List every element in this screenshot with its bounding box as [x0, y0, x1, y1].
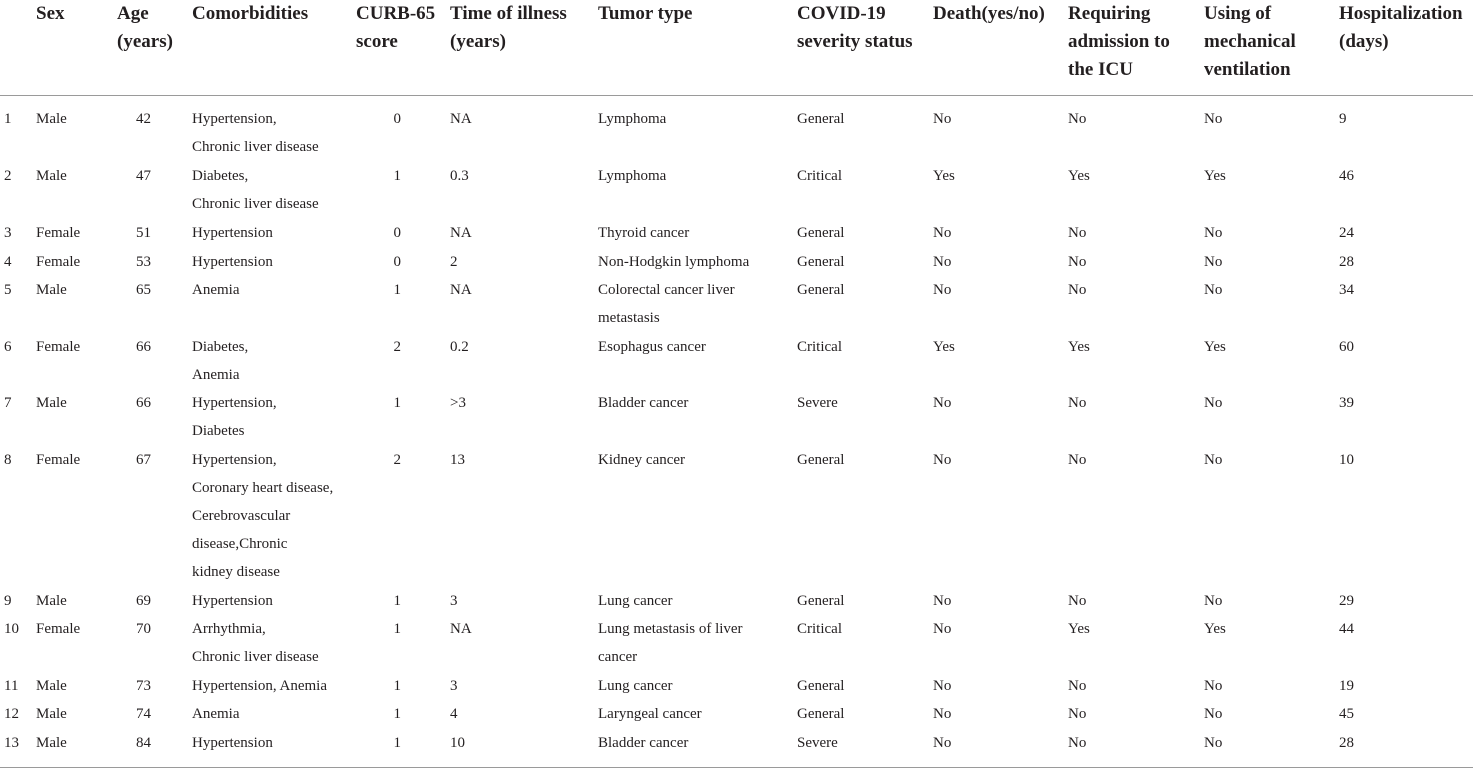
cell-comorbidities: Hypertension, Diabetes: [192, 395, 277, 439]
cell-death: Yes: [933, 339, 955, 355]
cell-sex: Male: [36, 735, 67, 751]
cell-tumor-type: Colorectal cancer liver metastasis: [598, 282, 735, 326]
cell-tumor-type: Lung cancer: [598, 678, 673, 694]
cell-curb65: 1: [393, 735, 401, 751]
cell-curb65: 1: [393, 621, 401, 637]
header-icu: Requiring admission to the ICU: [1068, 3, 1170, 80]
cell-age: 51: [136, 225, 151, 241]
cell-icu: No: [1068, 254, 1087, 270]
cell-age: 69: [136, 593, 151, 609]
cell-time-of-illness: 0.3: [450, 168, 469, 184]
cell-age: 74: [136, 706, 151, 722]
cell-death: No: [933, 621, 952, 637]
cell-icu: No: [1068, 706, 1087, 722]
cell-hospitalization: 60: [1339, 339, 1354, 355]
cell-death: No: [933, 225, 952, 241]
cell-age: 67: [136, 452, 151, 468]
cell-curb65: 0: [393, 225, 401, 241]
cell-time-of-illness: NA: [450, 111, 472, 127]
cell-tumor-type: Thyroid cancer: [598, 225, 690, 241]
header-death: Death(yes/no): [933, 3, 1045, 24]
cell-no: 2: [4, 168, 12, 184]
cell-sex: Male: [36, 168, 67, 184]
cell-ventilation: Yes: [1204, 168, 1226, 184]
cell-comorbidities: Hypertension: [192, 225, 273, 241]
cell-tumor-type: Lung metastasis of liver cancer: [598, 621, 743, 665]
cell-hospitalization: 39: [1339, 395, 1354, 411]
cell-ventilation: No: [1204, 254, 1223, 270]
cell-icu: No: [1068, 111, 1087, 127]
cell-severity: General: [797, 282, 845, 298]
cell-severity: Critical: [797, 621, 842, 637]
cell-no: 7: [4, 395, 12, 411]
header-hospitalization: Hospitalization (days): [1339, 3, 1463, 52]
header-curb65: CURB-65 score: [356, 3, 436, 52]
cell-sex: Male: [36, 395, 67, 411]
cell-hospitalization: 28: [1339, 254, 1354, 270]
cell-age: 65: [136, 282, 151, 298]
cell-curb65: 2: [393, 452, 401, 468]
cell-ventilation: No: [1204, 735, 1223, 751]
cell-no: 5: [4, 282, 12, 298]
cell-age: 53: [136, 254, 151, 270]
cell-age: 66: [136, 339, 151, 355]
cell-hospitalization: 29: [1339, 593, 1354, 609]
cell-tumor-type: Lymphoma: [598, 111, 667, 127]
cell-tumor-type: Laryngeal cancer: [598, 706, 702, 722]
cell-severity: Critical: [797, 339, 842, 355]
cell-no: 11: [4, 678, 19, 694]
cell-icu: Yes: [1068, 621, 1090, 637]
cell-age: 73: [136, 678, 151, 694]
cell-comorbidities: Hypertension, Coronary heart disease, Cerebrovascular disease,Chronic kidney disease: [192, 452, 334, 580]
cell-severity: Severe: [797, 735, 838, 751]
cell-severity: General: [797, 706, 845, 722]
cell-death: No: [933, 452, 952, 468]
cell-severity: General: [797, 225, 845, 241]
cell-no: 12: [4, 706, 19, 722]
cell-comorbidities: Diabetes, Anemia: [192, 339, 249, 383]
cell-ventilation: Yes: [1204, 621, 1226, 637]
cell-sex: Male: [36, 706, 67, 722]
cell-ventilation: No: [1204, 225, 1223, 241]
cell-death: No: [933, 282, 952, 298]
cell-time-of-illness: 3: [450, 678, 458, 694]
cell-time-of-illness: NA: [450, 282, 472, 298]
cell-comorbidities: Hypertension: [192, 593, 273, 609]
cell-death: No: [933, 254, 952, 270]
cell-hospitalization: 19: [1339, 678, 1354, 694]
cell-sex: Female: [36, 225, 81, 241]
cell-age: 66: [136, 395, 151, 411]
cell-icu: Yes: [1068, 339, 1090, 355]
header-severity: COVID-19 severity status: [797, 3, 913, 52]
cell-death: No: [933, 593, 952, 609]
cell-tumor-type: Bladder cancer: [598, 395, 689, 411]
cell-severity: General: [797, 593, 845, 609]
header-time-of-illness: Time of illness (years): [450, 3, 567, 52]
header-sex: Sex: [36, 3, 65, 24]
cell-time-of-illness: NA: [450, 225, 472, 241]
cell-tumor-type: Bladder cancer: [598, 735, 689, 751]
cell-hospitalization: 28: [1339, 735, 1354, 751]
cell-death: No: [933, 706, 952, 722]
cell-comorbidities: Anemia: [192, 282, 240, 298]
cell-hospitalization: 34: [1339, 282, 1354, 298]
cell-severity: General: [797, 678, 845, 694]
cell-icu: No: [1068, 593, 1087, 609]
header-ventilation: Using of mechanical ventilation: [1204, 3, 1296, 80]
cell-time-of-illness: >3: [450, 395, 466, 411]
cell-time-of-illness: 0.2: [450, 339, 469, 355]
cell-ventilation: No: [1204, 282, 1223, 298]
cell-curb65: 1: [393, 395, 401, 411]
cell-curb65: 1: [393, 168, 401, 184]
cell-tumor-type: Kidney cancer: [598, 452, 686, 468]
cell-time-of-illness: 4: [450, 706, 458, 722]
cell-time-of-illness: NA: [450, 621, 472, 637]
cell-no: 1: [4, 111, 12, 127]
cell-sex: Female: [36, 621, 81, 637]
cell-comorbidities: Arrhythmia, Chronic liver disease: [192, 621, 319, 665]
cell-tumor-type: Non-Hodgkin lymphoma: [598, 254, 750, 270]
cell-curb65: 2: [393, 339, 401, 355]
header-age: Age (years): [117, 3, 173, 52]
cell-no: 6: [4, 339, 12, 355]
cell-sex: Male: [36, 282, 67, 298]
cell-curb65: 0: [393, 254, 401, 270]
cell-curb65: 0: [393, 111, 401, 127]
bottom-rule: [0, 767, 1473, 768]
header-tumor-type: Tumor type: [598, 3, 693, 24]
header-rule: [0, 95, 1473, 96]
cell-severity: General: [797, 254, 845, 270]
cell-age: 47: [136, 168, 151, 184]
cell-time-of-illness: 13: [450, 452, 465, 468]
cell-no: 9: [4, 593, 12, 609]
cell-ventilation: Yes: [1204, 339, 1226, 355]
cell-hospitalization: 9: [1339, 111, 1347, 127]
cell-comorbidities: Hypertension: [192, 254, 273, 270]
cell-comorbidities: Diabetes, Chronic liver disease: [192, 168, 319, 212]
cell-ventilation: No: [1204, 452, 1223, 468]
cell-severity: General: [797, 452, 845, 468]
cell-icu: No: [1068, 678, 1087, 694]
cell-severity: Critical: [797, 168, 842, 184]
cell-hospitalization: 46: [1339, 168, 1354, 184]
cell-ventilation: No: [1204, 395, 1223, 411]
cell-curb65: 1: [393, 282, 401, 298]
cell-age: 70: [136, 621, 151, 637]
cell-death: No: [933, 735, 952, 751]
cell-severity: General: [797, 111, 845, 127]
cell-icu: No: [1068, 735, 1087, 751]
cell-ventilation: No: [1204, 706, 1223, 722]
cell-ventilation: No: [1204, 593, 1223, 609]
cell-time-of-illness: 10: [450, 735, 465, 751]
cell-sex: Male: [36, 111, 67, 127]
cell-sex: Female: [36, 452, 81, 468]
cell-age: 84: [136, 735, 151, 751]
cell-no: 13: [4, 735, 19, 751]
cell-no: 3: [4, 225, 12, 241]
cell-death: No: [933, 395, 952, 411]
cell-curb65: 1: [393, 678, 401, 694]
cell-hospitalization: 45: [1339, 706, 1354, 722]
cell-icu: No: [1068, 452, 1087, 468]
cell-hospitalization: 44: [1339, 621, 1354, 637]
cell-tumor-type: Lung cancer: [598, 593, 673, 609]
cell-comorbidities: Hypertension, Anemia: [192, 678, 327, 694]
cell-age: 42: [136, 111, 151, 127]
cell-hospitalization: 10: [1339, 452, 1354, 468]
cell-icu: No: [1068, 282, 1087, 298]
cell-comorbidities: Anemia: [192, 706, 240, 722]
cell-icu: No: [1068, 225, 1087, 241]
cell-icu: Yes: [1068, 168, 1090, 184]
cell-ventilation: No: [1204, 111, 1223, 127]
cell-sex: Male: [36, 593, 67, 609]
cell-curb65: 1: [393, 706, 401, 722]
cell-no: 8: [4, 452, 12, 468]
cell-death: No: [933, 678, 952, 694]
cell-icu: No: [1068, 395, 1087, 411]
cell-ventilation: No: [1204, 678, 1223, 694]
cell-death: Yes: [933, 168, 955, 184]
cell-time-of-illness: 3: [450, 593, 458, 609]
cell-comorbidities: Hypertension, Chronic liver disease: [192, 111, 319, 155]
cell-severity: Severe: [797, 395, 838, 411]
header-comorbidities: Comorbidities: [192, 3, 309, 24]
cell-time-of-illness: 2: [450, 254, 458, 270]
cell-sex: Male: [36, 678, 67, 694]
cell-no: 10: [4, 621, 19, 637]
cell-death: No: [933, 111, 952, 127]
cell-curb65: 1: [393, 593, 401, 609]
cell-sex: Female: [36, 339, 81, 355]
cell-comorbidities: Hypertension: [192, 735, 273, 751]
cell-hospitalization: 24: [1339, 225, 1354, 241]
cell-tumor-type: Lymphoma: [598, 168, 667, 184]
cell-sex: Female: [36, 254, 81, 270]
cell-tumor-type: Esophagus cancer: [598, 339, 706, 355]
cell-no: 4: [4, 254, 12, 270]
